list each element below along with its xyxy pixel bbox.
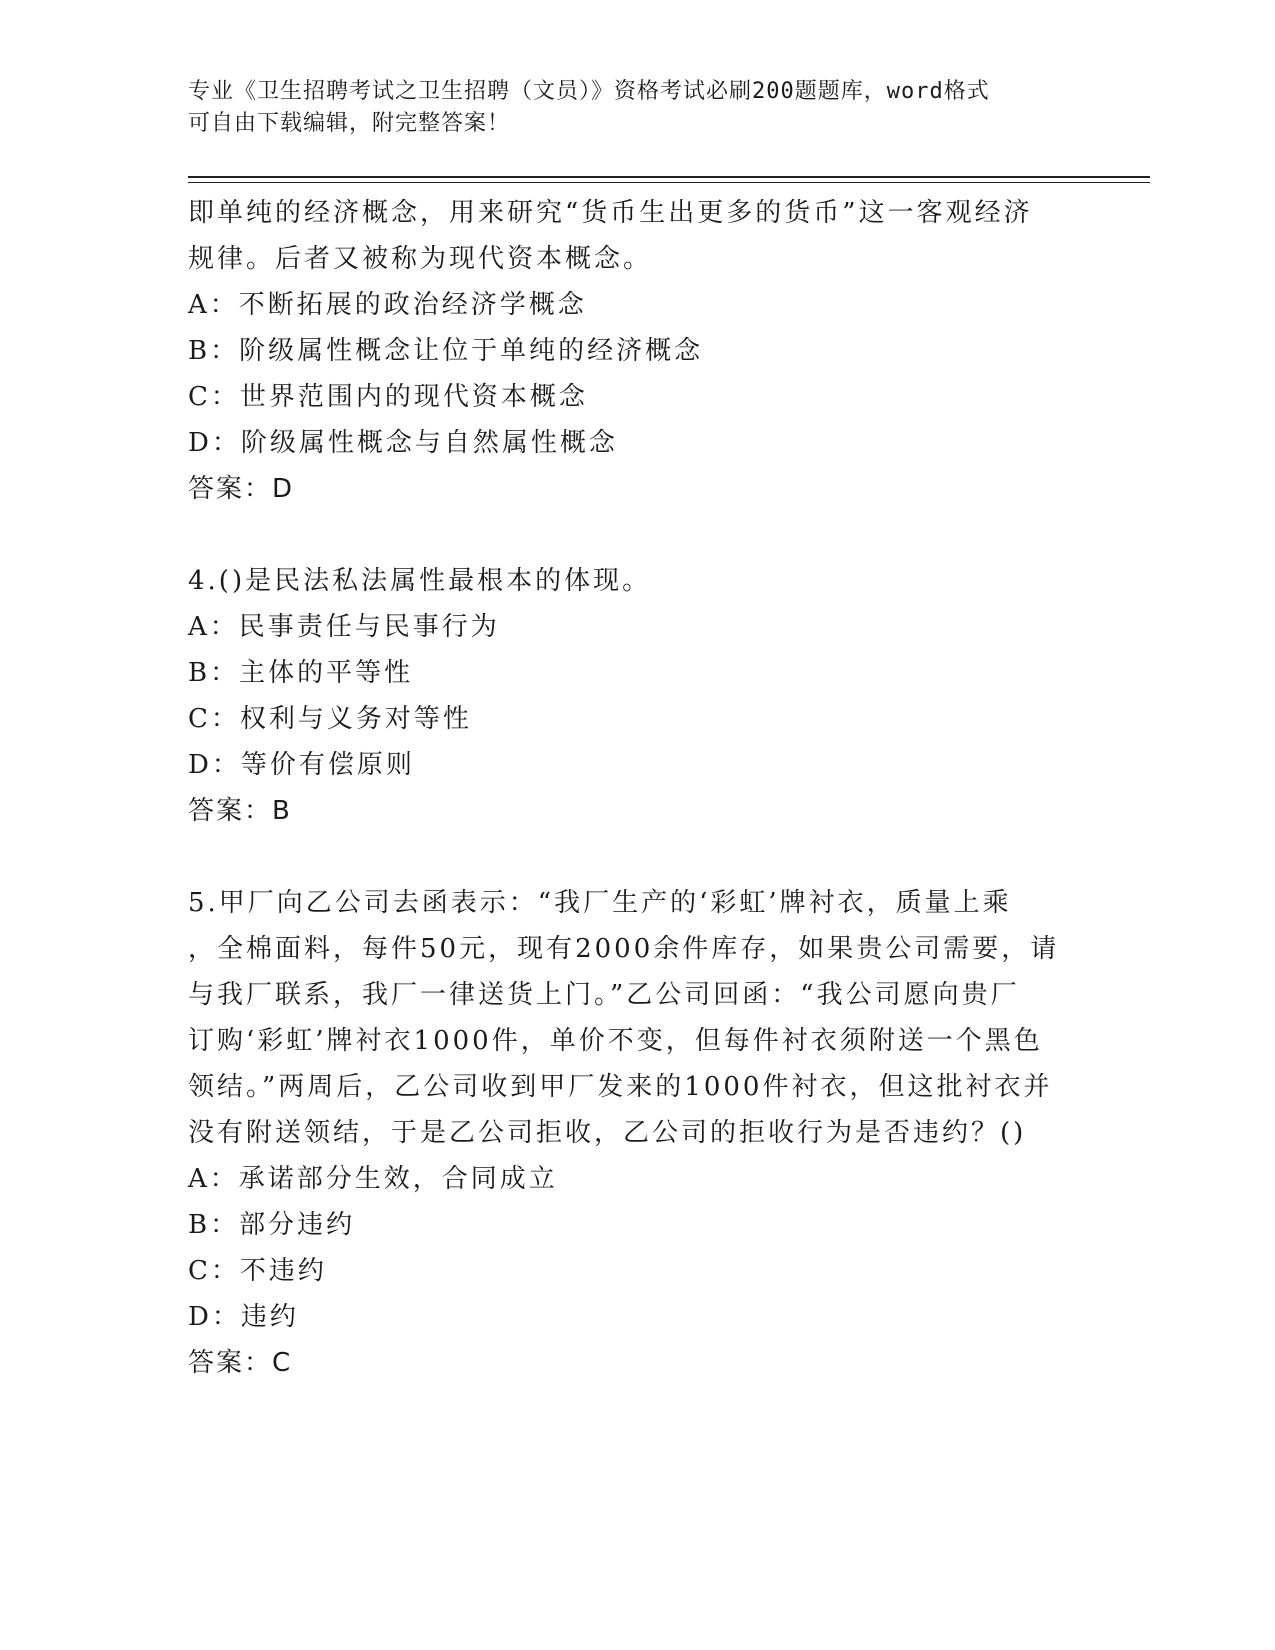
option-d: D：违约 [188,1302,299,1332]
option-c: C：世界范围内的现代资本概念 [188,382,588,412]
option-a: A：承诺部分生效，合同成立 [188,1164,558,1194]
question-text-line: 即单纯的经济概念，用来研究“货币生出更多的货币”这一客观经济 [188,198,1033,228]
header-divider-thin [188,182,1150,183]
question-3-continuation [188,190,1088,512]
option-a: A：民事责任与民事行为 [188,612,500,642]
question-text-line: 规律。后者又被称为现代资本概念。 [188,244,653,274]
question-content [188,190,1088,1386]
question-text-line: 订购‘彩虹’牌衬衣1000件，单价不变，但每件衬衣须附送一个黑色 [188,1026,1043,1056]
page-header [188,76,1088,140]
option-c: C：权利与义务对等性 [188,704,472,734]
question-spacer [188,834,1088,880]
option-c: C：不违约 [188,1256,327,1286]
header-title-line-1: 专业《卫生招聘考试之卫生招聘（文员）》资格考试必刷200题题库，word格式 [188,79,990,104]
question-5 [188,880,1088,1386]
option-b: B：阶级属性概念让位于单纯的经济概念 [188,336,704,366]
question-text-line: 没有附送领结，于是乙公司拒收，乙公司的拒收行为是否违约？() [188,1118,1027,1148]
answer-line: 答案：C [188,1348,293,1378]
question-4 [188,558,1088,834]
option-b: B：主体的平等性 [188,658,414,688]
option-b: B：部分违约 [188,1210,356,1240]
question-text-line: 4.()是民法私法属性最根本的体现。 [188,566,652,596]
answer-line: 答案：D [188,474,295,504]
question-text-line: ，全棉面料，每件50元，现有2000余件库存，如果贵公司需要，请 [188,934,1060,964]
header-title-line-2: 可自由下载编辑，附完整答案！ [188,111,511,136]
question-text-line: 领结。”两周后，乙公司收到甲厂发来的1000件衬衣，但这批衬衣并 [188,1072,1053,1102]
question-text-line: 5.甲厂向乙公司去函表示：“我厂生产的‘彩虹’牌衬衣，质量上乘 [188,888,1012,918]
option-a: A：不断拓展的政治经济学概念 [188,290,587,320]
question-spacer [188,512,1088,558]
header-divider-thick [188,176,1150,178]
option-d: D：等价有偿原则 [188,750,415,780]
answer-line: 答案：B [188,796,292,826]
question-text-line: 与我厂联系，我厂一律送货上门。”乙公司回函：“我公司愿向贵厂 [188,980,1020,1010]
option-d: D：阶级属性概念与自然属性概念 [188,428,618,458]
